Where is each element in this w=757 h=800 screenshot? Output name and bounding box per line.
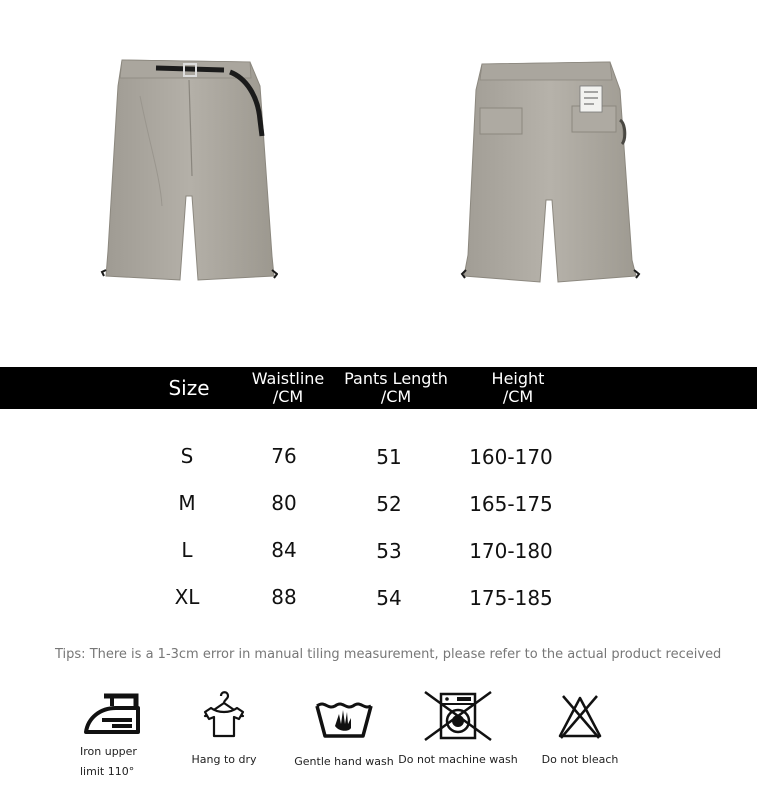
care-iron <box>80 690 150 782</box>
care-no-machine <box>398 690 518 770</box>
header-height-unit: /CM <box>502 387 534 406</box>
size-table-header <box>0 367 757 409</box>
iron-icon <box>82 690 144 738</box>
cell-waistline: 80 <box>271 491 297 515</box>
cell-waistline: 84 <box>271 538 297 562</box>
cell-pants-length: 54 <box>376 586 402 610</box>
back-shorts-image <box>460 60 642 284</box>
cell-pants-length: 53 <box>376 539 402 563</box>
header-height <box>468 367 568 409</box>
measurement-tips: Tips: There is a 1-3cm error in manual tiling measurement, please refer to the actual product received <box>55 647 722 662</box>
no-machine-wash-icon <box>423 690 493 742</box>
care-hang-label: Hang to dry <box>191 753 257 766</box>
care-iron-label-2: limit 110° <box>80 765 135 778</box>
care-hand-wash <box>294 692 394 772</box>
care-hang <box>184 688 264 770</box>
cell-size: XL <box>174 585 200 609</box>
cell-size: S <box>180 444 194 468</box>
hand-wash-icon <box>313 692 375 742</box>
cell-height: 165-175 <box>469 492 553 516</box>
care-no-bleach <box>538 692 622 770</box>
care-no-bleach-label: Do not bleach <box>541 753 619 766</box>
no-bleach-icon <box>557 692 603 740</box>
header-waistline <box>238 367 338 409</box>
header-waistline-label: Waistline <box>251 369 325 388</box>
header-pants-length-label: Pants Length <box>344 369 448 388</box>
cell-waistline: 88 <box>271 585 297 609</box>
care-iron-label-1: Iron upper <box>80 745 137 758</box>
header-size <box>150 367 228 409</box>
cell-pants-length: 52 <box>376 492 402 516</box>
header-height-label: Height <box>491 369 545 388</box>
care-no-machine-label: Do not machine wash <box>398 753 518 766</box>
front-shorts-image <box>100 56 278 284</box>
header-size-label: Size <box>168 376 210 400</box>
cell-height: 170-180 <box>469 539 553 563</box>
cell-height: 175-185 <box>469 586 553 610</box>
cell-size: M <box>178 491 196 515</box>
cell-pants-length: 51 <box>376 445 402 469</box>
header-pants-length-unit: /CM <box>380 387 412 406</box>
header-pants-length <box>336 367 456 409</box>
header-waistline-unit: /CM <box>272 387 304 406</box>
cell-waistline: 76 <box>271 444 297 468</box>
cell-height: 160-170 <box>469 445 553 469</box>
care-hand-wash-label: Gentle hand wash <box>294 755 394 768</box>
cell-size: L <box>181 538 193 562</box>
hanger-icon <box>201 688 247 740</box>
